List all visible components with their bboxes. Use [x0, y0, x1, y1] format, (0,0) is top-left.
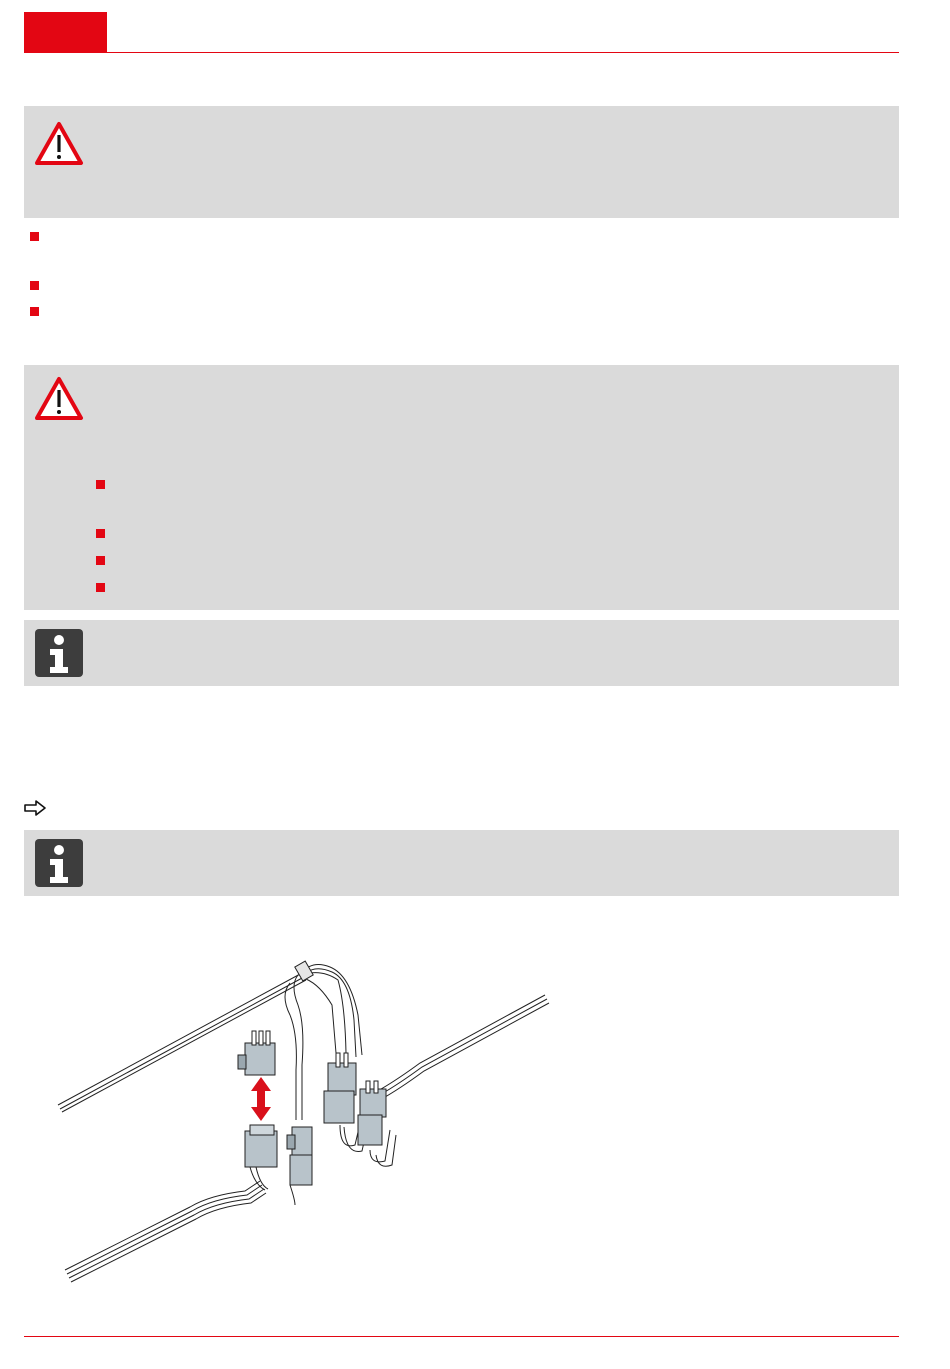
warning-panel-1 [24, 106, 899, 218]
info-icon [35, 839, 83, 887]
list-bullet [96, 583, 105, 592]
list-bullet [30, 232, 39, 241]
wiring-harness-connector-illustration [40, 945, 560, 1285]
header-rule [24, 52, 899, 53]
footer-rule [24, 1336, 899, 1337]
warning-triangle-icon [34, 376, 84, 422]
list-bullet [30, 307, 39, 316]
info-panel-1 [24, 620, 899, 686]
list-bullet [96, 556, 105, 565]
warning-panel-2 [24, 365, 899, 610]
info-icon [35, 629, 83, 677]
arrow-right-outline-icon [24, 799, 48, 817]
header-red-tab [24, 12, 107, 53]
list-bullet [96, 480, 105, 489]
list-bullet [96, 529, 105, 538]
list-bullet [30, 281, 39, 290]
warning-triangle-icon [34, 121, 84, 167]
info-panel-2 [24, 830, 899, 896]
